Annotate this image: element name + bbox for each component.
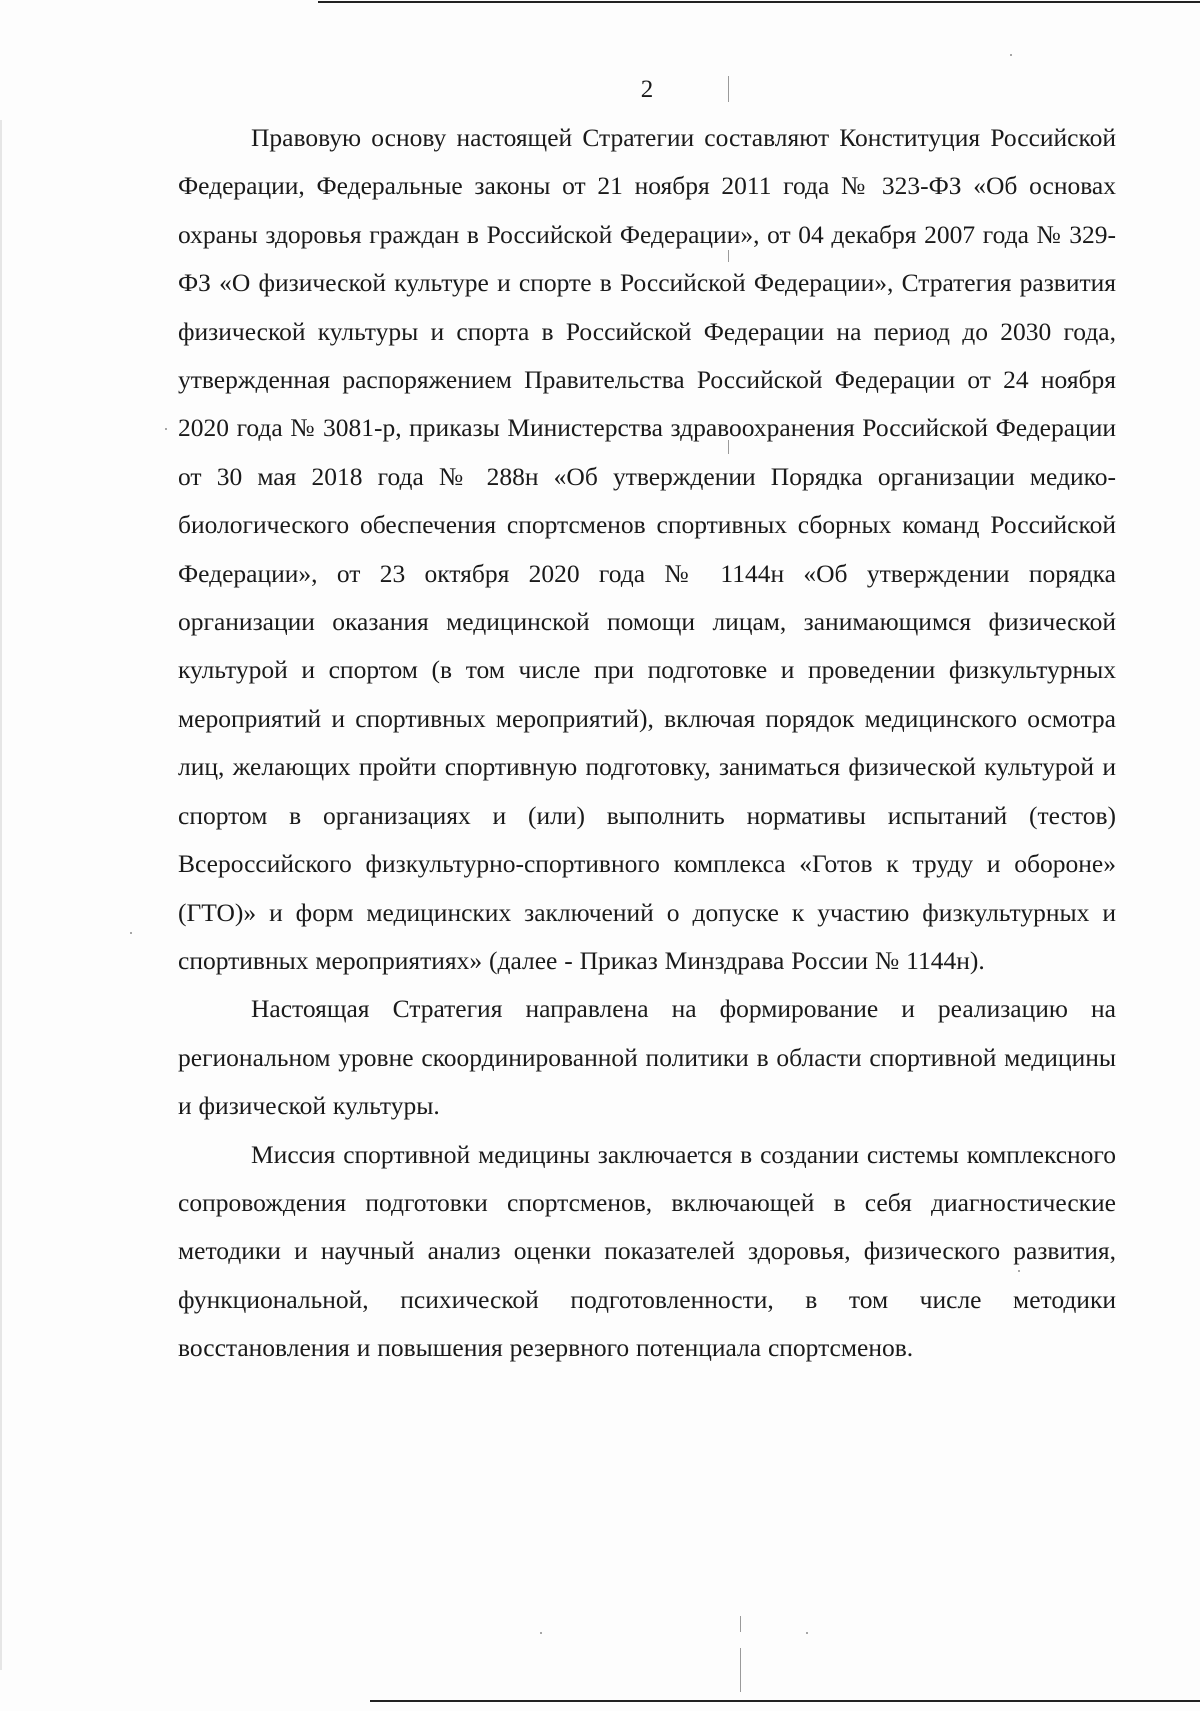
scan-artifact bbox=[165, 428, 167, 430]
scan-artifact bbox=[740, 1648, 741, 1692]
page-number: 2 bbox=[640, 76, 654, 103]
scan-edge-bottom bbox=[370, 1700, 1200, 1702]
paragraph-mission: Миссия спортивной медицины заключается в создании системы комплексного сопровождения подготовки спортсменов, включающей в себя диагностические методики и научный анализ оценки показателей здоровья, физического развития, функциональной, психической подготовленности, в том числе методики восстановления и повышения резервного потенциала спортсменов. bbox=[178, 1139, 1116, 1363]
scan-edge-left bbox=[0, 120, 2, 1670]
scan-artifact bbox=[806, 1632, 808, 1634]
scan-artifact bbox=[130, 932, 132, 934]
scan-edge-top bbox=[318, 1, 1200, 3]
document-body bbox=[178, 114, 1116, 1373]
scan-artifact bbox=[740, 1616, 741, 1632]
scan-artifact bbox=[540, 1632, 542, 1634]
scan-artifact bbox=[1010, 54, 1012, 56]
paragraph-legal-basis: Правовую основу настоящей Стратегии составляют Конституция Российской Федерации, Федеральные законы от 21 ноября 2011 года № 323-ФЗ «Об основах охраны здоровья граждан в Российской Федерации», от 04 декабря 2007 года № 329-ФЗ «О физической культуре и спорте в Российской Федерации», Стратегия развития физической культуры и спорта в Российской Федерации на период до 2030 года, утвержденная распоряжением Правительства Российской Федерации от 24 ноября 2020 года № 3081-р, приказы Министерства здравоохранения Российской Федерации от 30 мая 2018 года № 288н «Об утверждении Порядка организации медико-биологического обеспечения спортсменов спортивных сборных команд Российской Федерации», от 23 октября 2020 года № 1144н «Об утверждении порядка организации оказания медицинской помощи лицам, занимающимся физической культурой и спортом (в том числе при подготовке и проведении физкультурных мероприятий и спортивных мероприятий), включая порядок медицинского осмотра лиц, желающих пройти спортивную подготовку, заниматься физической культурой и спортом в организациях и (или) выполнить нормативы испытаний (тестов) Всероссийского физкультурно-спортивного комплекса «Готов к труду и обороне» (ГТО)» и форм медицинских заключений о допуске к участию физкультурных и спортивных мероприятиях» (далее - Приказ Минздрава России № 1144н). bbox=[178, 123, 1116, 975]
paragraph-strategy-goal: Настоящая Стратегия направлена на формирование и реализацию на региональном уровне скоординированной политики в области спортивной медицины и физической культуры. bbox=[178, 994, 1116, 1121]
